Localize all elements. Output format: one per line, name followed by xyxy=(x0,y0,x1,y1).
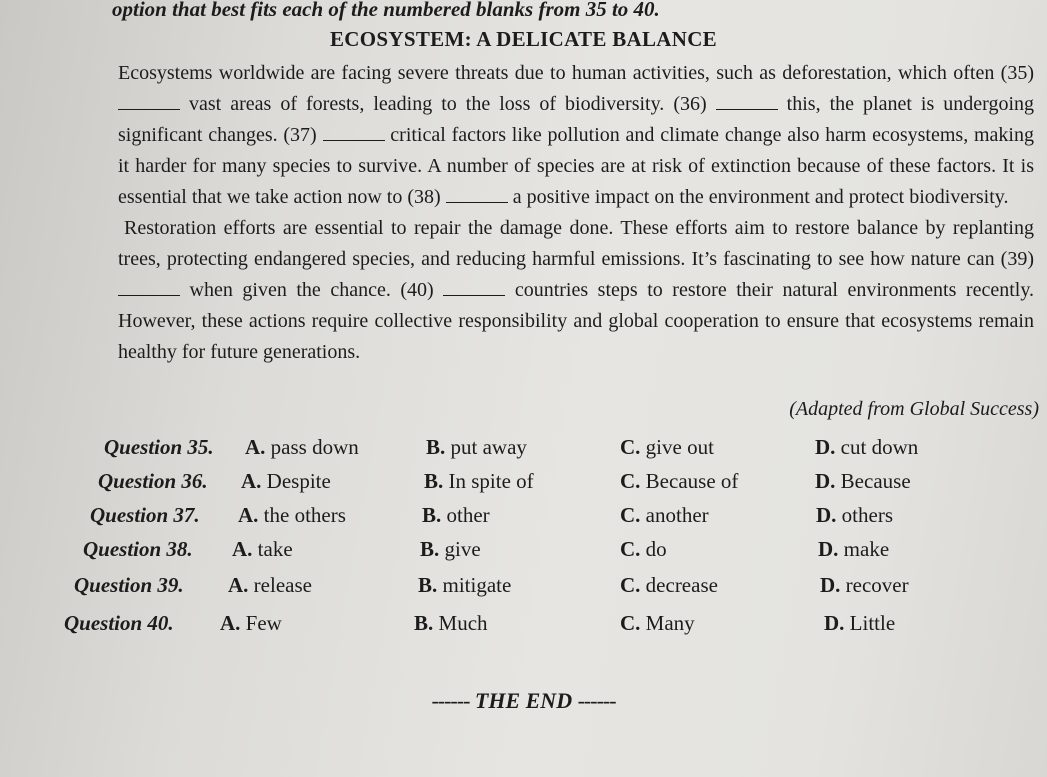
option-text: recover xyxy=(845,573,909,597)
question-row xyxy=(0,573,1047,603)
option-c[interactable] xyxy=(620,537,667,562)
option-text: other xyxy=(446,503,490,527)
blank-40 xyxy=(443,281,505,296)
option-d[interactable] xyxy=(815,469,911,494)
option-text: give out xyxy=(645,435,714,459)
option-letter: B. xyxy=(424,469,444,493)
option-letter: D. xyxy=(818,537,839,561)
question-row xyxy=(0,503,1047,533)
option-text: Many xyxy=(645,611,695,635)
paragraph-1-part-4: critical factors like pollution and climate change also harm ecosystems, making it harder for many species to survive. A number of species are at risk of extinction because of these factors. It is essential that we take action now to (38) xyxy=(118,124,1034,208)
option-letter: B. xyxy=(420,537,440,561)
option-letter: D. xyxy=(815,469,836,493)
blank-38 xyxy=(446,188,508,203)
paragraph-1 xyxy=(118,58,1034,213)
question-row xyxy=(0,469,1047,499)
option-letter: A. xyxy=(232,537,253,561)
source-citation: (Adapted from Global Success) xyxy=(789,398,1039,420)
end-dashes-left: ------ xyxy=(431,688,470,713)
option-text: make xyxy=(843,537,890,561)
option-a[interactable] xyxy=(220,611,282,636)
option-text: Despite xyxy=(266,469,331,493)
end-text: THE END xyxy=(474,688,573,713)
option-letter: D. xyxy=(815,435,836,459)
option-letter: B. xyxy=(418,573,438,597)
option-letter: C. xyxy=(620,503,641,527)
option-text: take xyxy=(257,537,293,561)
option-d[interactable] xyxy=(816,503,893,528)
blank-39 xyxy=(118,281,180,296)
paragraph-2 xyxy=(118,213,1034,368)
option-letter: B. xyxy=(414,611,434,635)
question-label: Question 39. xyxy=(74,573,184,597)
option-c[interactable] xyxy=(620,469,738,494)
passage xyxy=(118,58,1034,368)
option-letter: A. xyxy=(241,469,262,493)
option-text: others xyxy=(841,503,893,527)
option-text: Few xyxy=(245,611,282,635)
question-label: Question 37. xyxy=(90,503,200,527)
question-label: Question 36. xyxy=(98,469,208,493)
option-d[interactable] xyxy=(820,573,909,598)
option-a[interactable] xyxy=(232,537,293,562)
question-row xyxy=(0,435,1047,465)
option-text: decrease xyxy=(645,573,718,597)
option-b[interactable] xyxy=(422,503,490,528)
option-letter: C. xyxy=(620,537,641,561)
option-b[interactable] xyxy=(414,611,488,636)
option-a[interactable] xyxy=(241,469,331,494)
option-letter: A. xyxy=(245,435,266,459)
option-letter: A. xyxy=(238,503,259,527)
end-dashes-right: ------ xyxy=(577,688,616,713)
option-letter: D. xyxy=(824,611,845,635)
option-text: mitigate xyxy=(442,573,512,597)
question-label: Question 35. xyxy=(104,435,214,459)
option-b[interactable] xyxy=(418,573,511,598)
option-text: another xyxy=(645,503,709,527)
option-b[interactable] xyxy=(420,537,481,562)
option-text: In spite of xyxy=(448,469,534,493)
question-label: Question 40. xyxy=(64,611,174,635)
option-a[interactable] xyxy=(238,503,346,528)
blank-35 xyxy=(118,95,180,110)
option-text: put away xyxy=(450,435,527,459)
option-letter: D. xyxy=(820,573,841,597)
option-b[interactable] xyxy=(424,469,534,494)
paragraph-2-part-2: when given the chance. (40) xyxy=(189,279,434,301)
question-row xyxy=(0,611,1047,641)
blank-36 xyxy=(716,95,778,110)
option-letter: C. xyxy=(620,469,641,493)
option-text: give xyxy=(444,537,481,561)
option-a[interactable] xyxy=(245,435,359,460)
paragraph-2-part-1: Restoration efforts are essential to repair the damage done. These efforts aim to restore balance by replanting trees, protecting endangered species, and reducing harmful emissions. It’s fascinating to see how nature can (39) xyxy=(118,217,1034,270)
option-letter: B. xyxy=(422,503,442,527)
paragraph-1-part-1: Ecosystems worldwide are facing severe threats due to human activities, such as deforestation, which often (35) xyxy=(118,62,1034,84)
option-letter: C. xyxy=(620,435,641,459)
option-text: cut down xyxy=(840,435,919,459)
option-c[interactable] xyxy=(620,435,714,460)
option-letter: A. xyxy=(228,573,249,597)
question-row xyxy=(0,537,1047,567)
instruction-text: option that best fits each of the numbered blanks from 35 to 40. xyxy=(112,0,660,21)
option-c[interactable] xyxy=(620,611,695,636)
paragraph-1-part-2: vast areas of forests, leading to the loss of biodiversity. (36) xyxy=(189,93,707,115)
paragraph-2-part-3: countries steps to restore their natural environments recently. However, these actions require collective responsibility and global cooperation to ensure that ecosystems remain healthy for future generations. xyxy=(118,279,1035,363)
option-letter: B. xyxy=(426,435,446,459)
option-a[interactable] xyxy=(228,573,312,598)
option-letter: C. xyxy=(620,611,641,635)
option-d[interactable] xyxy=(824,611,895,636)
option-letter: A. xyxy=(220,611,241,635)
option-text: the others xyxy=(263,503,346,527)
option-d[interactable] xyxy=(818,537,889,562)
option-b[interactable] xyxy=(426,435,527,460)
paragraph-1-part-3: this, the planet is undergoing significant changes. (37) xyxy=(118,93,1034,146)
option-text: Little xyxy=(849,611,896,635)
option-c[interactable] xyxy=(620,573,718,598)
end-marker xyxy=(0,688,1047,714)
paragraph-1-part-5: a positive impact on the environment and protect biodiversity. xyxy=(512,186,1009,208)
question-label: Question 38. xyxy=(83,537,193,561)
option-text: Because xyxy=(840,469,911,493)
option-letter: D. xyxy=(816,503,837,527)
option-d[interactable] xyxy=(815,435,918,460)
option-text: do xyxy=(645,537,667,561)
option-text: Because of xyxy=(645,469,739,493)
option-text: release xyxy=(253,573,312,597)
passage-title: ECOSYSTEM: A DELICATE BALANCE xyxy=(330,27,717,51)
option-text: Much xyxy=(438,611,488,635)
option-text: pass down xyxy=(270,435,359,459)
option-letter: C. xyxy=(620,573,641,597)
option-c[interactable] xyxy=(620,503,709,528)
blank-37 xyxy=(323,126,385,141)
